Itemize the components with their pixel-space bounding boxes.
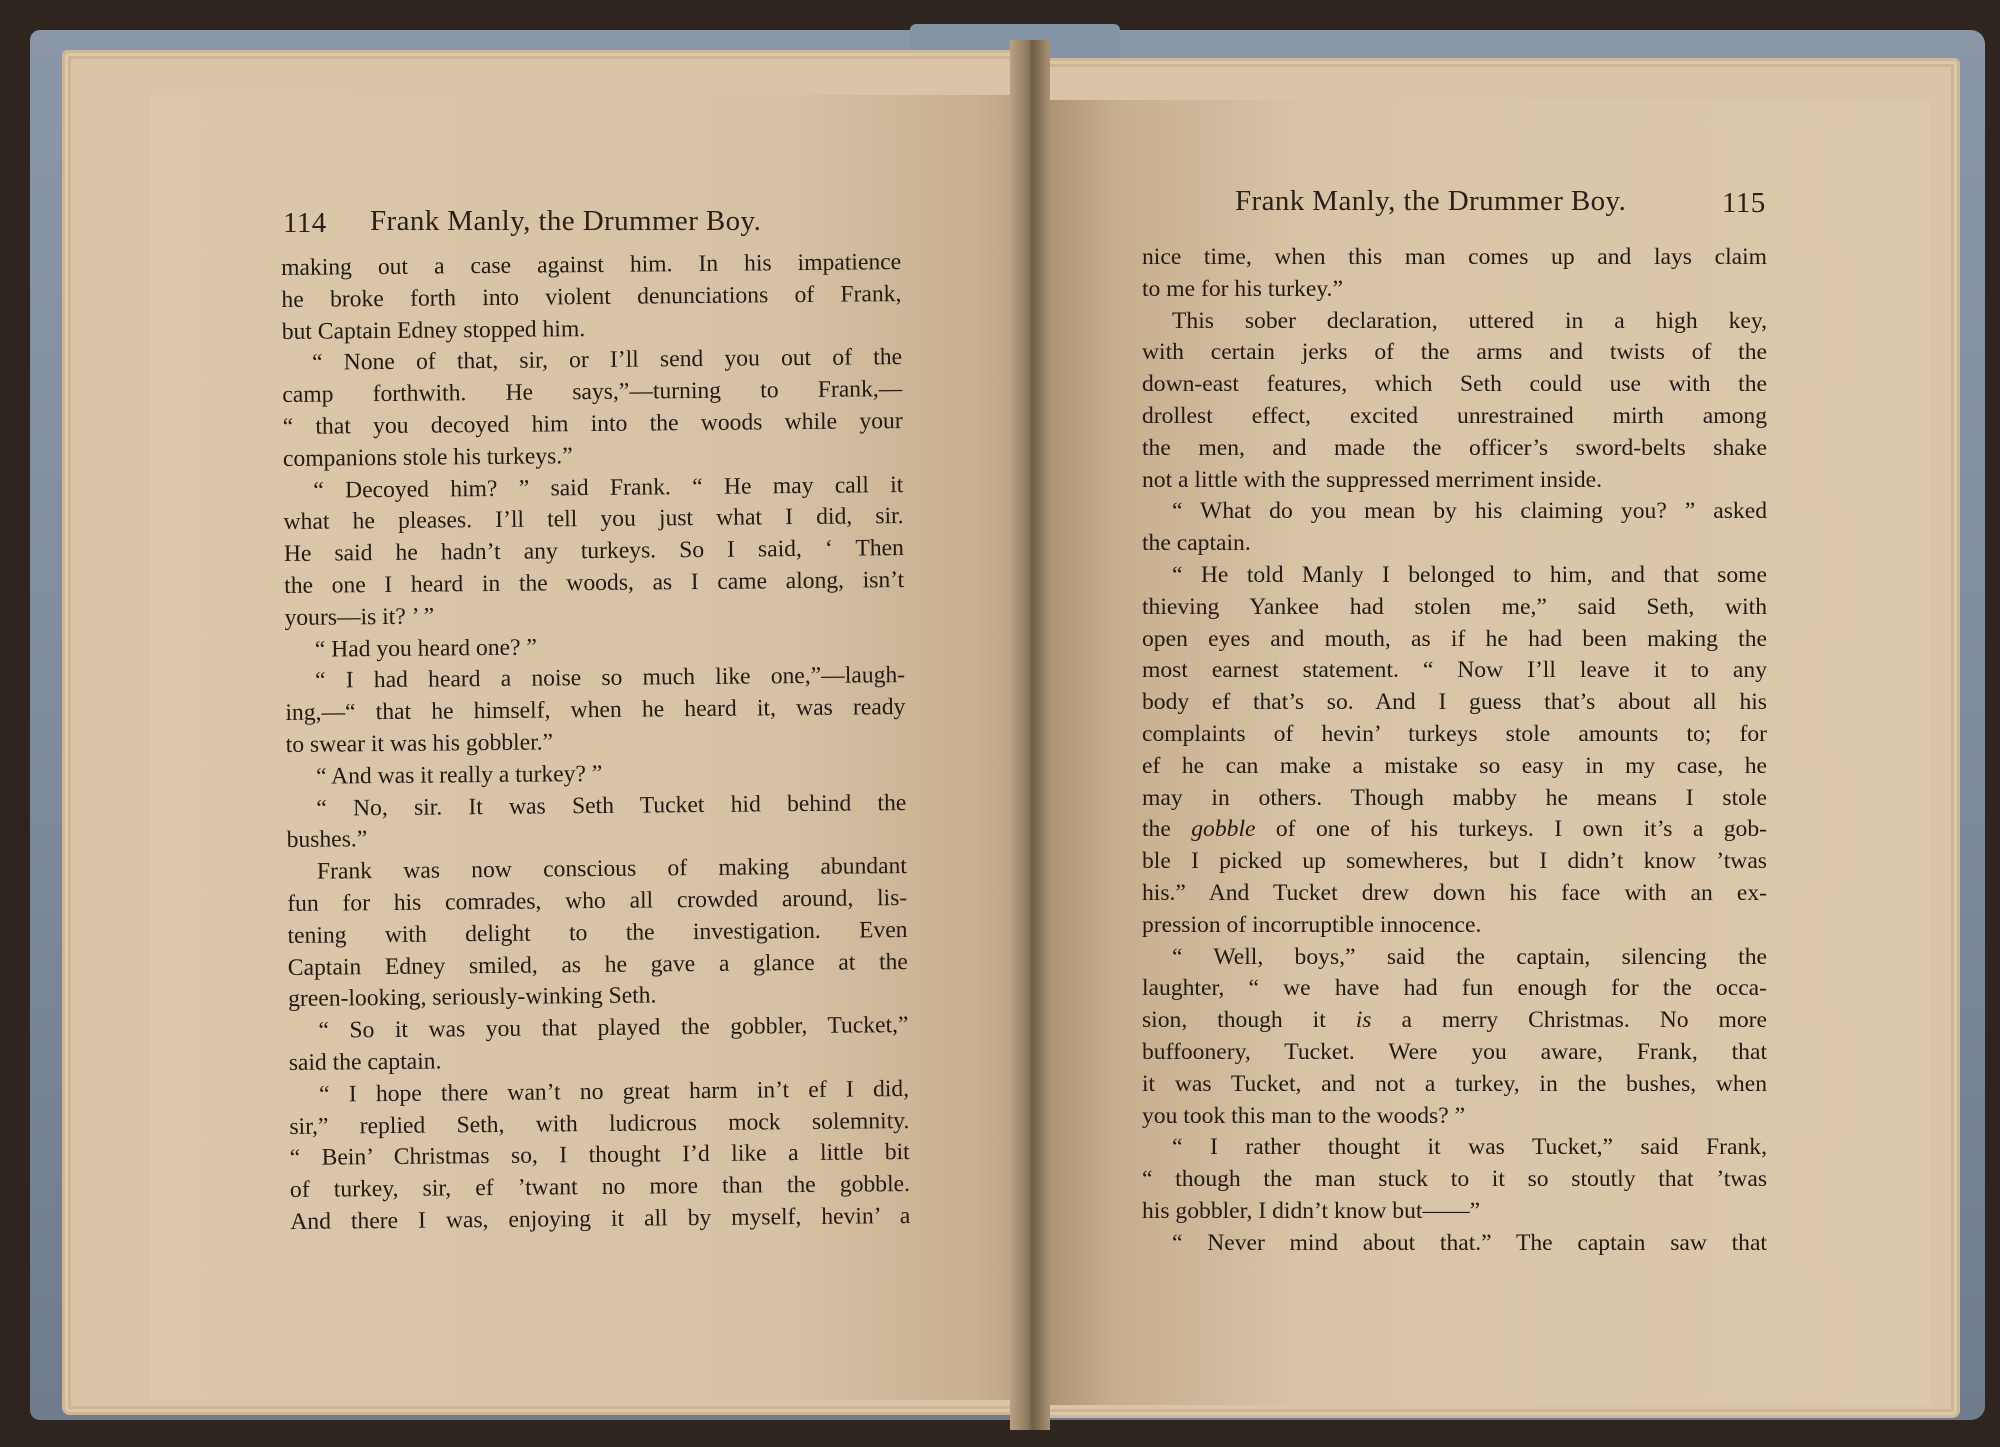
text-line: “ I hope there wan’t no great harm in’t ef I did, (318, 1075, 910, 1108)
text-line: the gobble of one of his turkeys. I own it’s a gob- (1142, 816, 1767, 843)
text-line: his gobbler, I didn’t know but——” (1142, 1197, 1481, 1224)
text-line: buffoonery, Tucket. Were you aware, Frank, that (1142, 1038, 1767, 1065)
text-line: the captain. (1142, 530, 1251, 557)
text-line: ing,—“ that he himself, when he heard it, was ready (285, 694, 906, 727)
text-line: with certain jerks of the arms and twists of the (1142, 339, 1767, 366)
text-line: And there I was, enjoying it all by myself, hevin’ a (290, 1202, 911, 1235)
text-line: companions stole his turkeys.” (282, 442, 573, 472)
text-line: “ Had you heard one? ” (314, 634, 537, 663)
text-line: “ Well, boys,” said the captain, silencing the (1172, 943, 1767, 970)
text-line: camp forthwith. He says,”—turning to Frank,— (282, 376, 903, 409)
text-line: not a little with the suppressed merriment inside. (1142, 466, 1602, 493)
text-line: Frank was now conscious of making abundant (316, 853, 908, 885)
text-line: his.” And Tucket drew down his face with an ex- (1142, 879, 1767, 906)
text-line: making out a case against him. In his impatience (281, 249, 902, 281)
text-line: to swear it was his gobbler.” (285, 729, 554, 758)
text-line: said the captain. (288, 1048, 442, 1076)
text-line: body ef that’s so. And I guess that’s about all his (1142, 689, 1767, 716)
text-line: down-east features, which Seth could use with the (1142, 371, 1767, 398)
right-page (1040, 100, 1930, 1405)
text-line: you took this man to the woods? ” (1142, 1102, 1466, 1129)
text-line: it was Tucket, and not a turkey, in the bushes, when (1142, 1070, 1767, 1097)
text-line: laughter, “ we have had fun enough for the occa- (1142, 975, 1767, 1002)
text-line: sir,” replied Seth, with ludicrous mock solemnity. (289, 1107, 910, 1140)
left-running-title: Frank Manly, the Drummer Boy. (370, 205, 762, 237)
text-line: tening with delight to the investigation. Even (287, 916, 908, 949)
text-line: thieving Yankee had stolen me,” said Seth, with (1142, 593, 1767, 620)
text-line: “ None of that, sir, or I’ll send you out of the (311, 344, 903, 377)
text-line: sion, though it is a merry Christmas. No more (1142, 1007, 1767, 1034)
text-line: green-looking, seriously-winking Seth. (288, 982, 657, 1013)
text-line: “ Never mind about that.” The captain saw that (1172, 1229, 1767, 1256)
right-page-number: 115 (1722, 187, 1766, 219)
book-gutter (1010, 40, 1050, 1430)
text-line: most earnest statement. “ Now I’ll leave it to any (1142, 657, 1767, 684)
text-line: what he pleases. I’ll tell you just what I did, sir. (283, 503, 904, 536)
text-line: ef he can make a mistake so easy in my case, he (1142, 752, 1767, 779)
text-line: drollest effect, excited unrestrained mirth among (1142, 402, 1767, 429)
text-line: “ that you decoyed him into the woods while your (282, 408, 903, 440)
text-line: “ And was it really a turkey? ” (315, 760, 603, 790)
text-line: “ Decoyed him? ” said Frank. “ He may call it (313, 471, 904, 504)
text-line: “ I had heard a noise so much like one,”—laugh- (314, 662, 906, 695)
left-page-body (281, 247, 910, 1239)
text-line: bushes.” (286, 826, 368, 854)
text-line: “ No, sir. It was Seth Tucket hid behind the (316, 789, 907, 822)
text-line: “ Bein’ Christmas so, I thought I’d like a little bit (289, 1139, 910, 1172)
text-line: but Captain Edney stopped him. (281, 315, 586, 345)
right-page-body (1142, 242, 1767, 1260)
text-line: “ What do you mean by his claiming you? ” asked (1172, 498, 1767, 525)
text-line: This sober declaration, uttered in a high key, (1172, 307, 1767, 334)
text-line: “ I rather thought it was Tucket,” said Frank, (1172, 1134, 1767, 1161)
text-line: ble I picked up somewheres, but I didn’t know ’twas (1142, 848, 1767, 875)
text-line: he broke forth into violent denunciations of Frank, (281, 280, 902, 313)
text-line: open eyes and mouth, as if he had been making the (1142, 625, 1767, 652)
text-line: the men, and made the officer’s sword-belts shake (1142, 434, 1767, 461)
left-page (150, 95, 1040, 1400)
text-line: “ though the man stuck to it so stoutly that ’twas (1142, 1166, 1767, 1193)
text-line: complaints of hevin’ turkeys stole amounts to; for (1142, 720, 1767, 747)
left-page-number: 114 (283, 207, 327, 239)
right-running-title: Frank Manly, the Drummer Boy. (1235, 185, 1627, 217)
text-line: nice time, when this man comes up and lays claim (1142, 244, 1767, 270)
text-line: may in others. Though mabby he means I stole (1142, 784, 1767, 811)
text-line: fun for his comrades, who all crowded around, lis- (287, 884, 908, 917)
text-line: “ So it was you that played the gobbler, Tucket,” (318, 1012, 909, 1044)
text-line: the one I heard in the woods, as I came along, isn’t (284, 567, 905, 599)
text-line: yours—is it? ’ ” (284, 603, 435, 631)
text-line: He said he hadn’t any turkeys. So I said, ‘ Then (283, 535, 904, 568)
text-line: pression of incorruptible innocence. (1142, 911, 1482, 938)
text-line: of turkey, sir, ef ’twant no more than the gobble. (289, 1171, 911, 1204)
text-line: to me for his turkey.” (1142, 275, 1343, 302)
text-line: “ He told Manly I belonged to him, and that some (1172, 561, 1767, 588)
text-line: Captain Edney smiled, as he gave a glance at the (287, 948, 908, 981)
